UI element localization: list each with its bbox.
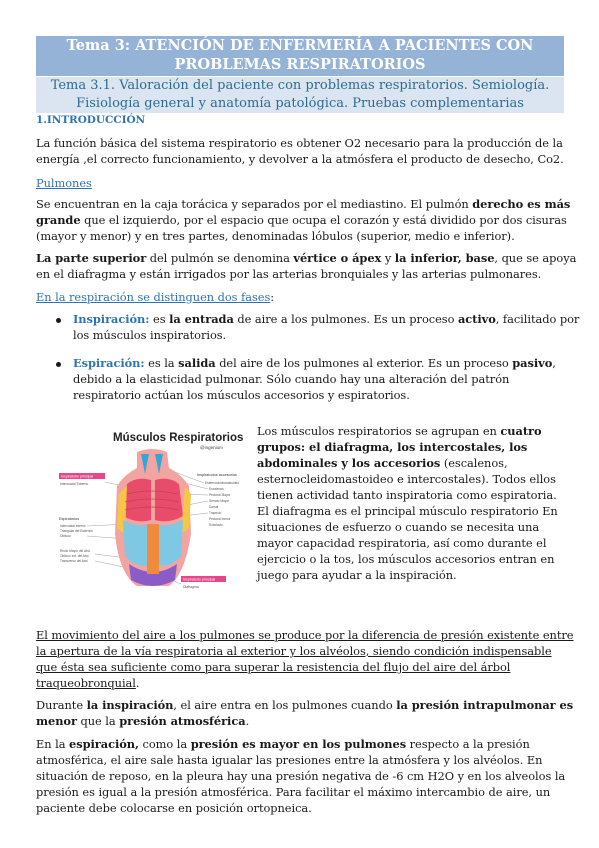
esp-item-0: Intercostal Interno bbox=[60, 524, 86, 528]
acc-item-7: Subclavio bbox=[209, 523, 223, 527]
pulmones-line-3: (mayor y menor) y en tres partes, denominadas lóbulos (superior, medio e inferior). bbox=[36, 229, 515, 243]
title-line-1: Tema 3: ATENCIÓN DE ENFERMERÍA A PACIENTES CON bbox=[66, 37, 534, 54]
respiratory-muscles-figure bbox=[57, 424, 247, 610]
acc-item-4: Dorsal bbox=[209, 505, 219, 509]
intro-heading: 1.INTRODUCCIÓN bbox=[36, 114, 146, 126]
respiratory-muscles-illustration bbox=[57, 424, 247, 610]
movimiento-line-2: la apertura de la vía respiratoria al exterior y los alvéolos, siendo condición indispensable bbox=[36, 644, 552, 658]
musculos-line-7: situaciones de esfuerzo o cuando se necesita una bbox=[257, 520, 540, 534]
subtitle-line-2: Fisiología general y anatomía patológica. Pruebas complementarias bbox=[76, 95, 524, 111]
fases-heading: En la respiración se distinguen dos fases: bbox=[36, 290, 275, 304]
musculos-line-2: grupos: el diafragma, los intercostales, los bbox=[257, 440, 528, 454]
label-insp-principal: Inspiratorio principal bbox=[61, 474, 94, 479]
label-intercostal-externo: Intercostal Externo bbox=[60, 482, 89, 486]
figure-title: Músculos Respiratorios bbox=[113, 432, 244, 444]
pulmones-p2-line-1: La parte superior del pulmón se denomina vértice o ápex y la inferior, base, que se apoya bbox=[36, 251, 577, 265]
torso-illustration bbox=[115, 449, 191, 586]
pulmones-line-1: Se encuentran en la caja torácica y separados por el mediastino. El pulmón derecho es más bbox=[36, 197, 571, 211]
musculos-line-5: tienen actividad tanto inspiratoria como espiratoria. bbox=[257, 488, 557, 502]
label-insp-principal2: Inspiratorio principal bbox=[183, 577, 216, 582]
espiracion-line-1: Espiración: es la salida del aire de los pulmones al exterior. Es un proceso pasivo, bbox=[73, 356, 556, 370]
label-diafragma: Diafragma bbox=[183, 585, 199, 589]
movimiento-line-1: El movimiento del aire a los pulmones se produce por la diferencia de presión existente entre bbox=[36, 628, 574, 642]
intro-line-1: La función básica del sistema respiratorio es obtener O2 necesario para la producción de la bbox=[36, 136, 563, 150]
espiracion-p-line-5: paciente debe colocarse en posición ortopneica. bbox=[36, 801, 312, 815]
acc-item-2: Pectoral Mayor bbox=[209, 493, 231, 497]
movimiento-line-3: que ésta sea suficiente como para superar la resistencia del flujo del aire del árbol bbox=[36, 660, 511, 674]
espiracion-line-3: respiratorio actúan los músculos accesorios y espiratorios. bbox=[73, 388, 410, 402]
acc-item-1: Escalenos bbox=[209, 487, 224, 491]
musculos-line-1: Los músculos respiratorios se agrupan en cuatro bbox=[257, 424, 542, 438]
intro-line-2: energía ,el correcto funcionamiento, y devolver a la atmósfera el producto de desecho, Co2. bbox=[36, 152, 564, 166]
inspiracion-p-line-2: menor que la presión atmosférica. bbox=[36, 714, 250, 728]
bullet-inspiracion bbox=[56, 318, 61, 323]
musculos-line-10: juego para ayudar a la inspiración. bbox=[257, 568, 457, 582]
inspiracion-line-1: Inspiración: es la entrada de aire a los pulmones. Es un proceso activo, facilitado por bbox=[73, 312, 580, 326]
subtitle-line-1: Tema 3.1. Valoración del paciente con problemas respiratorios. Semiología. bbox=[50, 78, 550, 93]
acc-items bbox=[205, 481, 239, 527]
bullet-espiracion bbox=[56, 362, 61, 367]
esp-item-3: Recto Mayor del Abd. bbox=[60, 549, 91, 553]
document-title bbox=[36, 36, 564, 76]
pulmones-line-2: grande que el izquierdo, por el espacio que ocupa el corazón y está dividido por dos cisuras bbox=[36, 213, 567, 227]
musculos-line-6: El diafragma es el principal músculo respiratorio En bbox=[257, 504, 558, 518]
esp-item-2: Oblicuo bbox=[60, 534, 71, 538]
espiracion-line-2: debido a la elasticidad pulmonar. Sólo cuando hay una alteración del patrón bbox=[73, 372, 510, 386]
musculos-line-4: esternocleidomastoideo e intercostales). Todos ellos bbox=[257, 472, 556, 486]
espiracion-p-line-4: presión es igual a la presión atmosférica. Para facilitar el máximo intercambio de aire, un bbox=[36, 785, 551, 799]
figure-handle: @ingenium bbox=[200, 445, 223, 450]
inspiracion-p-line-1: Durante la inspiración, el aire entra en los pulmones cuando la presión intrapulmonar es bbox=[36, 698, 574, 712]
musculos-line-9: ejercicio o la tos, los músculos accesorios entran en bbox=[257, 552, 555, 566]
inspiracion-line-2: los músculos inspiratorios. bbox=[73, 328, 227, 342]
title-line-2: PROBLEMAS RESPIRATORIOS bbox=[174, 56, 426, 73]
esp-item-4: Oblicuo ext. del Abd. bbox=[60, 554, 90, 558]
acc-item-3: Serrato Mayor bbox=[209, 499, 230, 503]
label-insp-accesorios: Inspiratorios accesorios bbox=[197, 473, 237, 477]
acc-item-0: Esternocleidomastoideo bbox=[205, 481, 240, 485]
espiracion-p-line-3: situación de reposo, en la pleura hay una presión negativa de -6 cm H2O y en los alveolos la bbox=[36, 769, 566, 783]
espiracion-p-line-2: atmosférica, el aire sale hasta igualar las presiones entre la atmósfera y los alvéolos. En bbox=[36, 753, 543, 767]
esp-item-1: Triangular del Esternón bbox=[60, 529, 94, 533]
musculos-line-3: abdominales y los accesorios (escalenos, bbox=[257, 456, 508, 470]
movimiento-line-4: traqueobronquial. bbox=[36, 676, 140, 690]
acc-item-6: Pectoral menor bbox=[209, 517, 231, 521]
musculos-line-8: mayor capacidad respiratoria, así como durante el bbox=[257, 536, 547, 550]
pulmones-p2-line-2: en el diafragma y están irrigados por las arterias bronquiales y las arterias pulmonares. bbox=[36, 267, 542, 281]
pulmones-heading: Pulmones bbox=[36, 176, 92, 190]
esp-items bbox=[60, 524, 93, 563]
document-subtitle bbox=[36, 77, 564, 113]
esp-item-5: Transverso del Abd. bbox=[60, 559, 89, 563]
label-espiratorios: Espiratorios bbox=[59, 517, 80, 521]
espiracion-p-line-1: En la espiración, como la presión es mayor en los pulmones respecto a la presión bbox=[36, 737, 530, 751]
acc-item-5: Trapecio bbox=[209, 511, 222, 515]
